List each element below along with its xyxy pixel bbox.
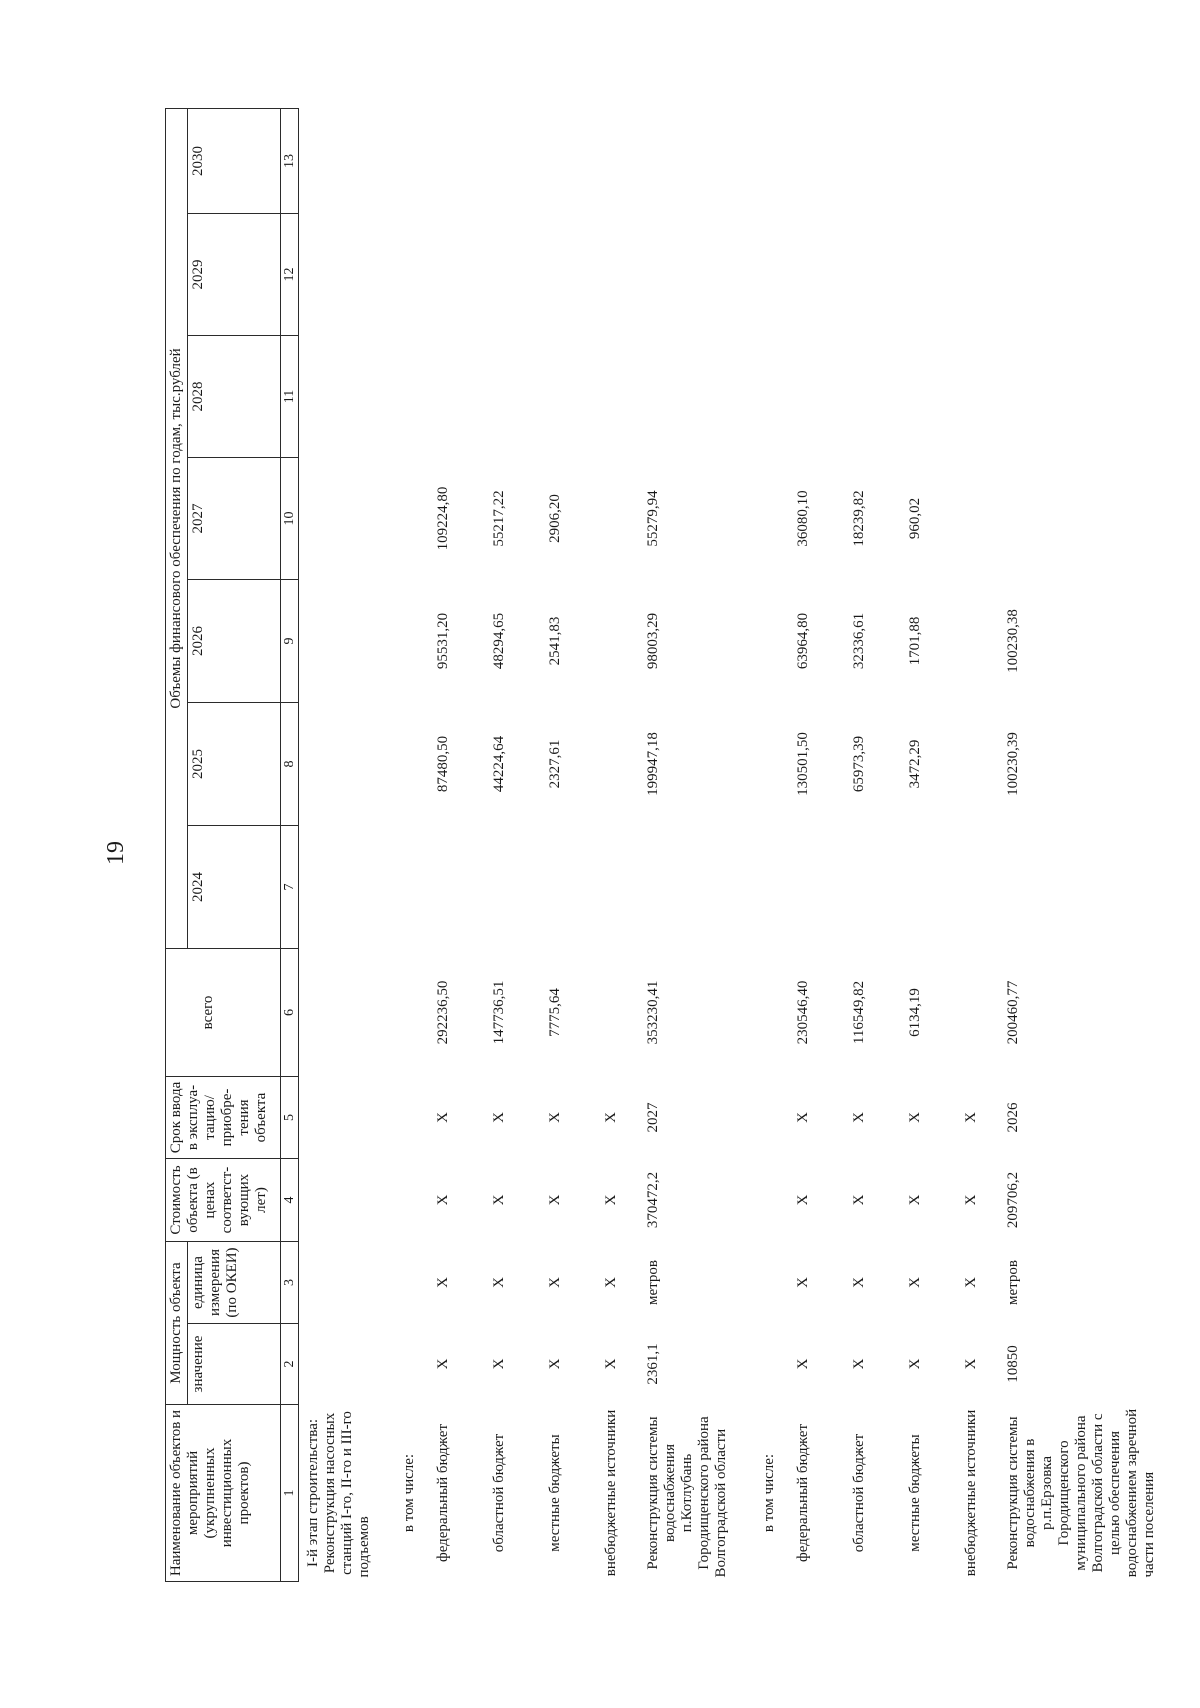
row-cell — [591, 580, 633, 703]
row-cell: 292236,50 — [434, 980, 451, 1045]
row-cell — [591, 109, 633, 214]
row-cell — [895, 214, 951, 336]
table-row — [951, 109, 993, 1582]
column-number: 1 — [281, 1405, 299, 1582]
row-cell — [299, 214, 391, 336]
row-cell: X — [490, 1277, 507, 1288]
row-cell: X — [794, 1358, 811, 1370]
row-cell: 199947,18 — [644, 732, 661, 796]
row-name: областной бюджет — [490, 1433, 507, 1553]
row-cell — [751, 1077, 783, 1159]
header-row-groups — [166, 109, 188, 1582]
row-cell — [839, 214, 895, 336]
row-cell: 18239,82 — [850, 490, 867, 547]
row-cell — [633, 214, 751, 336]
row-cell: 55279,94 — [644, 490, 661, 547]
row-cell — [751, 703, 783, 826]
row-cell — [479, 826, 535, 949]
row-name: в том числе: — [400, 1453, 417, 1533]
row-cell: 2906,20 — [546, 494, 563, 543]
row-cell: 100230,38 — [1004, 609, 1021, 673]
row-cell — [591, 949, 633, 1077]
row-cell: X — [546, 1277, 563, 1288]
table-row — [535, 109, 591, 1582]
row-cell — [895, 826, 951, 949]
row-cell: X — [850, 1194, 867, 1206]
row-cell — [839, 826, 895, 949]
row-cell: 98003,29 — [644, 612, 661, 670]
row-cell: X — [850, 1112, 867, 1123]
row-cell: 63964,80 — [794, 612, 811, 670]
row-cell — [479, 214, 535, 336]
row-name: внебюджетные источники — [962, 1409, 979, 1577]
row-cell: X — [906, 1112, 923, 1123]
row-cell — [391, 949, 423, 1077]
row-cell — [951, 458, 993, 580]
row-cell — [751, 109, 783, 214]
row-cell: 65973,39 — [850, 735, 867, 793]
header-year-2027: 2027 — [188, 458, 281, 580]
row-name: областной бюджет — [850, 1433, 867, 1553]
header-row-sub — [188, 109, 281, 1582]
row-cell: 1701,88 — [906, 616, 923, 666]
row-name: местные бюджеты — [546, 1434, 563, 1552]
row-cell — [951, 214, 993, 336]
row-cell: X — [602, 1194, 619, 1206]
row-cell: 100230,39 — [1004, 732, 1021, 796]
column-number: 4 — [281, 1159, 299, 1242]
row-cell — [591, 703, 633, 826]
table-row — [423, 109, 479, 1582]
row-cell: X — [850, 1277, 867, 1288]
row-cell — [423, 214, 479, 336]
header-cost: Стоимость объекта (в ценах соответст-вующих лет) — [166, 1159, 281, 1242]
row-cell — [591, 336, 633, 458]
row-cell — [391, 336, 423, 458]
row-cell — [535, 336, 591, 458]
table-row — [299, 109, 391, 1582]
row-cell: X — [794, 1277, 811, 1288]
row-cell — [299, 1159, 391, 1242]
row-cell: X — [602, 1277, 619, 1288]
row-cell: X — [962, 1112, 979, 1123]
table-row — [391, 109, 423, 1582]
row-cell: 55217,22 — [490, 490, 507, 547]
row-cell: 3472,29 — [906, 739, 923, 789]
row-cell: X — [434, 1358, 451, 1370]
row-cell: 6134,19 — [906, 988, 923, 1037]
row-cell: 200460,77 — [1004, 980, 1021, 1045]
row-cell — [783, 214, 839, 336]
row-cell: X — [906, 1358, 923, 1370]
header-year-2030: 2030 — [188, 109, 281, 214]
row-cell — [751, 1159, 783, 1242]
row-cell: 87480,50 — [434, 735, 451, 793]
row-name: местные бюджеты — [906, 1434, 923, 1552]
table-row — [895, 109, 951, 1582]
row-cell — [391, 1242, 423, 1324]
column-number: 13 — [281, 109, 299, 214]
row-cell: X — [546, 1194, 563, 1206]
column-number: 5 — [281, 1077, 299, 1159]
header-capacity-unit: единица измерения (по ОКЕИ) — [188, 1242, 281, 1324]
row-cell: X — [850, 1358, 867, 1370]
header-financing-group: Объемы финансового обеспечения по годам, тыс.рублей — [166, 109, 188, 949]
row-cell — [751, 1242, 783, 1324]
row-cell — [633, 109, 751, 214]
row-cell — [783, 826, 839, 949]
column-number: 7 — [281, 826, 299, 949]
row-cell — [783, 336, 839, 458]
row-cell — [895, 109, 951, 214]
row-cell — [993, 214, 1163, 336]
row-cell: 36080,10 — [794, 490, 811, 547]
row-cell — [591, 826, 633, 949]
row-cell — [751, 336, 783, 458]
row-cell — [391, 109, 423, 214]
header-capacity-group: Мощность объекта — [166, 1242, 188, 1405]
row-cell — [951, 826, 993, 949]
row-cell: 209706,2 — [1004, 1171, 1021, 1229]
row-cell — [951, 949, 993, 1077]
row-cell: X — [546, 1358, 563, 1370]
row-cell — [993, 109, 1163, 214]
row-cell: X — [602, 1112, 619, 1123]
row-cell — [993, 458, 1163, 580]
row-name: I-й этап строительства: Реконструкция насосных станций I-го, II-го и III-го подъемов — [305, 1411, 372, 1578]
row-cell — [951, 580, 993, 703]
row-name: Реконструкция системы водоснабжения п.Котлубань Городищенского района Волгоградской области — [644, 1416, 729, 1578]
row-cell — [423, 826, 479, 949]
column-number: 10 — [281, 458, 299, 580]
row-cell — [993, 336, 1163, 458]
row-cell — [299, 949, 391, 1077]
row-cell: X — [906, 1194, 923, 1206]
column-number: 2 — [281, 1324, 299, 1405]
row-cell — [751, 949, 783, 1077]
row-cell — [299, 458, 391, 580]
row-cell: 147736,51 — [490, 980, 507, 1045]
row-name: федеральный бюджет — [434, 1423, 451, 1563]
row-cell — [751, 826, 783, 949]
row-cell — [951, 336, 993, 458]
row-cell — [751, 214, 783, 336]
row-cell — [993, 826, 1163, 949]
row-cell: X — [794, 1112, 811, 1123]
row-cell — [423, 336, 479, 458]
header-year-2026: 2026 — [188, 580, 281, 703]
table-body — [299, 109, 1163, 1582]
row-cell — [535, 214, 591, 336]
header-commissioning: Срок ввода в эксплуа-тацию/ приобре-тения объекта — [166, 1077, 281, 1159]
row-cell: X — [602, 1358, 619, 1370]
row-cell — [751, 1324, 783, 1405]
row-cell: X — [962, 1358, 979, 1370]
row-cell — [299, 826, 391, 949]
column-number: 9 — [281, 580, 299, 703]
header-year-2025: 2025 — [188, 703, 281, 826]
row-cell: X — [434, 1112, 451, 1123]
row-cell — [299, 109, 391, 214]
row-cell: 48294,65 — [490, 612, 507, 670]
row-name: в том числе: — [760, 1453, 777, 1533]
row-cell — [423, 109, 479, 214]
row-cell — [299, 1077, 391, 1159]
header-year-2024: 2024 — [188, 826, 281, 949]
row-cell: X — [490, 1358, 507, 1370]
row-cell — [299, 703, 391, 826]
row-cell — [951, 109, 993, 214]
row-cell: 7775,64 — [546, 988, 563, 1037]
row-cell — [391, 1077, 423, 1159]
row-cell: 353230,41 — [644, 980, 661, 1045]
row-cell — [535, 826, 591, 949]
table-row — [591, 109, 633, 1582]
row-cell — [299, 580, 391, 703]
row-cell — [299, 1324, 391, 1405]
header-capacity-value: значение — [188, 1324, 281, 1405]
row-cell: 32336,61 — [850, 612, 867, 670]
financing-table — [165, 108, 1163, 1582]
row-cell — [391, 1159, 423, 1242]
row-cell: 109224,80 — [434, 486, 451, 551]
row-cell: 2027 — [644, 1102, 661, 1133]
table-row — [839, 109, 895, 1582]
row-cell — [299, 1242, 391, 1324]
header-total: всего — [188, 949, 281, 1077]
header-year-2029: 2029 — [188, 214, 281, 336]
row-cell: X — [490, 1112, 507, 1123]
row-cell: X — [434, 1277, 451, 1288]
column-number: 12 — [281, 214, 299, 336]
row-cell — [895, 336, 951, 458]
row-cell: 2361,1 — [644, 1343, 661, 1385]
table-row — [783, 109, 839, 1582]
row-name: Реконструкция системы водоснабжения в р.п.Ерзовка Городищенского муниципального района Волгоградской области с целью обеспечения водоснабжением заречной части поселения — [1004, 1408, 1157, 1578]
row-cell: 44224,64 — [490, 735, 507, 793]
row-cell: 2541,83 — [546, 616, 563, 666]
row-cell: 230546,40 — [794, 980, 811, 1045]
row-cell — [391, 458, 423, 580]
row-cell: метров — [644, 1260, 661, 1305]
row-cell: X — [962, 1194, 979, 1206]
row-cell: метров — [1004, 1260, 1021, 1305]
row-cell: 370472,2 — [644, 1171, 661, 1229]
row-cell: 10850 — [1004, 1345, 1021, 1383]
header-object-name: Наименование объектов и мероприятий (укрупненных инвестиционных проектов) — [166, 1405, 281, 1582]
row-cell — [391, 703, 423, 826]
header-year-2028: 2028 — [188, 336, 281, 458]
row-cell — [751, 580, 783, 703]
row-cell — [299, 336, 391, 458]
row-cell — [479, 109, 535, 214]
column-number: 6 — [281, 949, 299, 1077]
header-blank — [166, 949, 188, 1077]
row-cell — [633, 336, 751, 458]
column-number: 11 — [281, 336, 299, 458]
row-cell — [391, 1324, 423, 1405]
row-cell — [479, 336, 535, 458]
row-cell: X — [962, 1277, 979, 1288]
row-cell — [633, 826, 751, 949]
table-row — [993, 109, 1163, 1582]
page-number: 19 — [103, 841, 129, 865]
row-cell — [591, 214, 633, 336]
row-cell: 116549,82 — [850, 980, 867, 1045]
row-cell: X — [490, 1194, 507, 1206]
row-cell — [391, 214, 423, 336]
table-row — [479, 109, 535, 1582]
row-name: федеральный бюджет — [794, 1423, 811, 1563]
row-cell: X — [434, 1194, 451, 1206]
row-cell: 130501,50 — [794, 732, 811, 796]
column-number: 8 — [281, 703, 299, 826]
row-cell: 95531,20 — [434, 612, 451, 670]
row-cell — [751, 458, 783, 580]
column-number: 3 — [281, 1242, 299, 1324]
row-cell: 2327,61 — [546, 739, 563, 789]
table-row — [751, 109, 783, 1582]
row-cell: X — [906, 1277, 923, 1288]
row-cell — [535, 109, 591, 214]
row-cell: 2026 — [1004, 1102, 1021, 1133]
row-cell: X — [546, 1112, 563, 1123]
table-row — [633, 109, 751, 1582]
row-cell — [951, 703, 993, 826]
row-name: внебюджетные источники — [602, 1409, 619, 1577]
row-cell: X — [794, 1194, 811, 1206]
row-cell — [839, 109, 895, 214]
row-cell — [591, 458, 633, 580]
row-cell — [839, 336, 895, 458]
row-cell: 960,02 — [906, 497, 923, 540]
column-number-row — [281, 109, 299, 1582]
row-cell — [391, 580, 423, 703]
row-cell — [391, 826, 423, 949]
row-cell — [783, 109, 839, 214]
